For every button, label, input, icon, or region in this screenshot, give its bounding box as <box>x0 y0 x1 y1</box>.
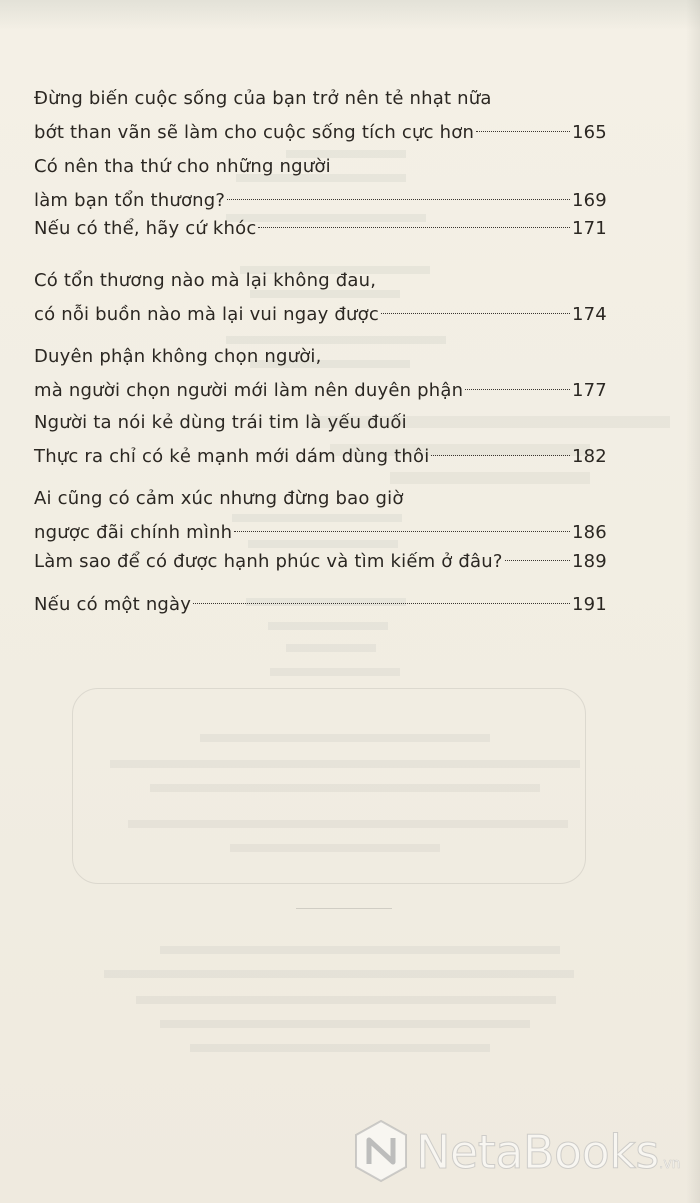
toc-entry-title-line: Nếu có thể, hãy cứ khóc <box>34 218 257 239</box>
dot-leader <box>505 559 570 561</box>
toc-entry-title-line: Có nên tha thứ cho những người <box>34 156 331 177</box>
toc-entry-title-line: ngược đãi chính mình <box>34 522 233 543</box>
toc-entry-title-line: bớt than vãn sẽ làm cho cuộc sống tích cực hơn <box>34 122 475 143</box>
toc-entry-title-line: làm bạn tổn thương? <box>34 190 226 211</box>
netabooks-watermark <box>352 1118 692 1188</box>
toc-entry-title-line: Duyên phận không chọn người, <box>34 346 322 367</box>
dot-leader <box>476 130 570 132</box>
bleed-through-rule <box>296 908 392 909</box>
dot-leader <box>234 530 570 532</box>
dot-leader <box>431 454 570 456</box>
netabooks-logo-icon <box>352 1118 410 1184</box>
toc-entry <box>34 264 606 332</box>
dot-leader <box>465 388 570 390</box>
toc-page-number: 174 <box>572 304 607 325</box>
toc-page-number: 177 <box>572 380 607 401</box>
watermark-text <box>416 1124 681 1192</box>
toc-page-number: 191 <box>572 594 607 615</box>
toc-entry-title-line: Ai cũng có cảm xúc nhưng đừng bao giờ <box>34 488 404 509</box>
dot-leader <box>258 226 570 228</box>
toc-entry-title-line: Có tổn thương nào mà lại không đau, <box>34 270 377 291</box>
toc-entry <box>34 406 606 474</box>
toc-page-number: 186 <box>572 522 607 543</box>
toc-entry-title-line: có nỗi buồn nào mà lại vui ngay được <box>34 304 379 325</box>
toc-entry-title-line: Thực ra chỉ có kẻ mạnh mới dám dùng thôi <box>34 446 430 467</box>
toc-page-number: 169 <box>572 190 607 211</box>
toc-entry-title-line: Đừng biến cuộc sống của bạn trở nên tẻ nhạt nữa <box>34 88 492 109</box>
toc-entry <box>34 545 606 579</box>
dot-leader <box>381 312 570 314</box>
dot-leader <box>227 198 570 200</box>
toc-entry-title-line: Nếu có một ngày <box>34 594 192 615</box>
toc-entry <box>34 150 606 218</box>
toc-entry <box>34 212 606 246</box>
watermark-suffix: .vn <box>658 1156 681 1172</box>
toc-entry-title-line: Làm sao để có được hạnh phúc và tìm kiếm ở đâu? <box>34 551 503 572</box>
toc-page-number: 189 <box>572 551 607 572</box>
dot-leader <box>193 602 570 604</box>
toc-entry <box>34 340 606 408</box>
toc-page-number: 182 <box>572 446 607 467</box>
watermark-brand: NetaBooks <box>416 1125 659 1179</box>
toc-page-number: 171 <box>572 218 607 239</box>
toc-entry <box>34 482 606 550</box>
toc-entry-title-line: Người ta nói kẻ dùng trái tim là yếu đuối <box>34 412 407 433</box>
toc-entry-title-line: mà người chọn người mới làm nên duyên phận <box>34 380 464 401</box>
toc-entry <box>34 82 606 150</box>
toc-entry <box>34 588 606 622</box>
toc-page-number: 165 <box>572 122 607 143</box>
